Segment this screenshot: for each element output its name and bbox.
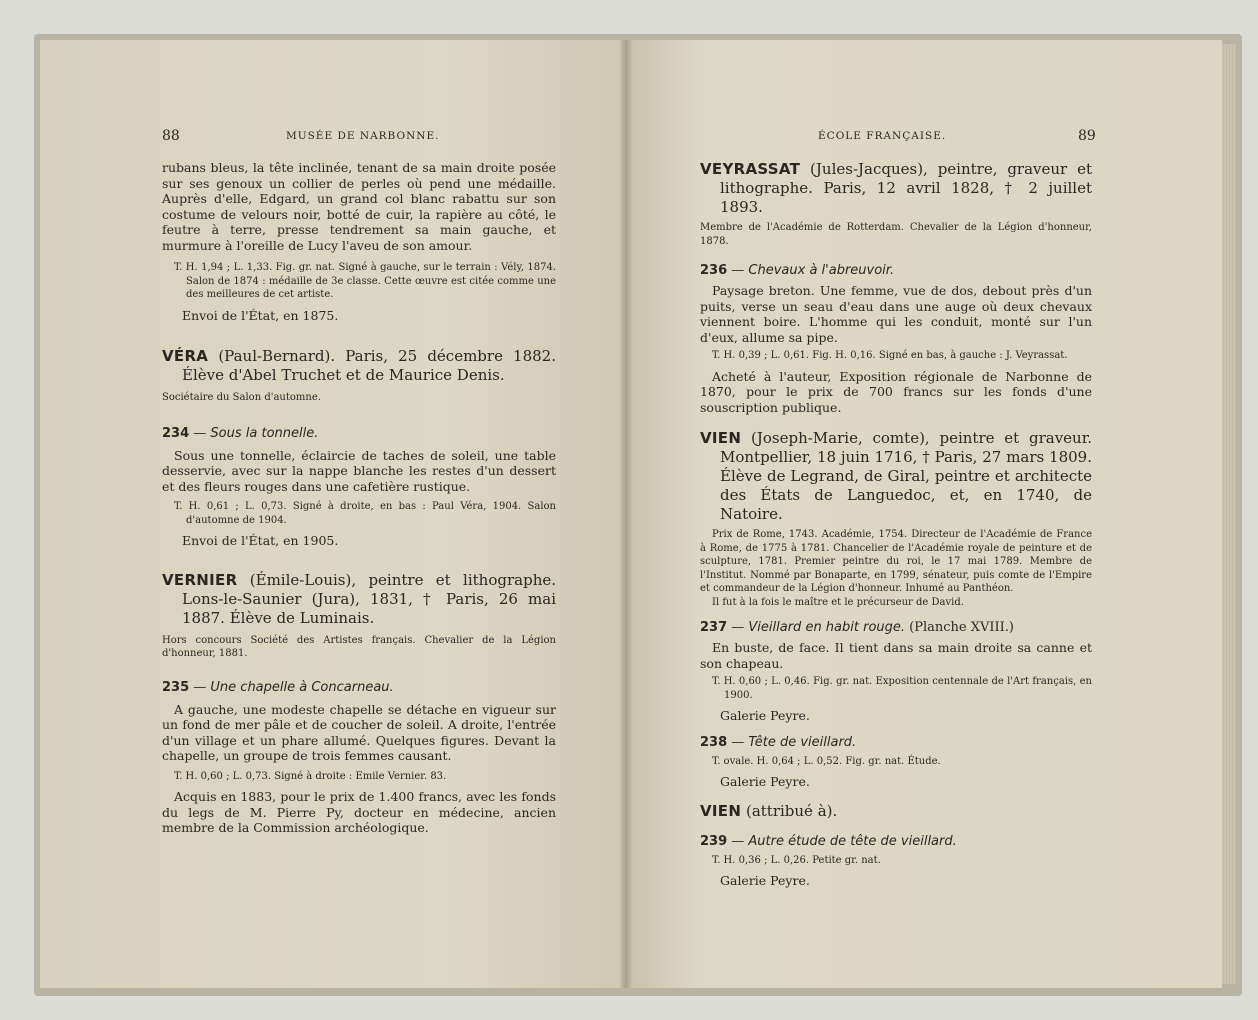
entry-note: T. H. 0,36 ; L. 0,26. Petite gr. nat. (712, 854, 881, 866)
entry-provenance: Galerie Peyre. (720, 873, 810, 888)
entry-number: 236 (700, 263, 728, 278)
page-edges (1222, 44, 1236, 984)
entry-dash: — (727, 620, 749, 635)
entry-heading-236 (700, 262, 1092, 279)
entry-number: 239 (700, 833, 728, 849)
artist-note-secondary: Il fut à la fois le maître et le précurseur de David. (712, 596, 964, 608)
entry-dash: — (727, 734, 749, 750)
artist-name: VÉRA (162, 347, 209, 365)
left-page-number: 88 (162, 128, 180, 144)
entry-provenance: Acheté à l'auteur, Exposition régionale de Narbonne de 1870, pour le prix de 700 francs sur les fonds d'une souscription publique. (700, 368, 1092, 415)
artist-note: Hors concours Société des Artistes français. Chevalier de la Légion d'honneur, 1881. (162, 634, 556, 659)
entry-title: Une chapelle à Concarneau. (210, 679, 394, 695)
artist-note: Sociétaire du Salon d'automne. (162, 392, 321, 403)
entry-description: En buste, de face. Il tient dans sa main droite sa canne et son chapeau. (700, 640, 1092, 671)
entry-dash: — (189, 679, 211, 695)
artist-heading-veyrassat (700, 160, 1092, 217)
artist-name: VERNIER (162, 570, 238, 589)
entry-number: 237 (700, 620, 728, 635)
entry-heading-237 (700, 619, 1092, 636)
entry-note: T. H. 0,60 ; L. 0,46. Fig. gr. nat. Exposition centennale de l'Art français, en 1900. (712, 676, 1092, 701)
entry-title: Tête de vieillard. (748, 734, 857, 750)
artist-note: Prix de Rome, 1743. Académie, 1754. Directeur de l'Académie de France à Rome, de 1775 à 1781. Chancelier de l'Académie royale de peinture et de sculpture, 1781. Premier peintre du roi, le 17 mai 1789. Membre de l'Institut. Nommé par Bonaparte, en 1799, sénateur, puis comte de l'Empire et commandeur de la Légion d'honneur. Inhumé au Panthéon. (700, 529, 1092, 594)
intro-note: T. H. 1,94 ; L. 1,33. Fig. gr. nat. Signé à gauche, sur le terrain : Vély, 1874. Salon de 1874 : médaille de 3e classe. Cette œuvre est citée comme une des meilleures de cet artiste. (174, 262, 556, 300)
entry-number: 234 (162, 425, 190, 441)
entry-dash: — (727, 833, 749, 849)
artist-name: VIEN (700, 429, 742, 447)
artist-heading-vera (162, 347, 556, 385)
right-running-head: ÉCOLE FRANÇAISE. (818, 130, 947, 142)
entry-provenance: Galerie Peyre. (720, 708, 810, 723)
entry-dash: — (727, 263, 749, 278)
entry-note: T. H. 0,39 ; L. 0,61. Fig. H. 0,16. Signé en bas, à gauche : J. Veyrassat. (712, 350, 1068, 361)
artist-details: (Joseph-Marie, comte), peintre et graveur. Montpellier, 18 juin 1716, † Paris, 27 mars 1809. Élève de Legrand, de Giral, peintre et architecte des États de Languedoc, et, en 1740, de Natoire. (720, 429, 1092, 523)
entry-number: 235 (162, 679, 190, 695)
intro-provenance: Envoi de l'État, en 1875. (182, 307, 339, 323)
entry-provenance: Galerie Peyre. (720, 774, 810, 789)
intro-paragraph: rubans bleus, la tête inclinée, tenant de sa main droite posée sur ses genoux un collier de perles où pend une médaille. Auprès d'elle, Edgard, un grand col blanc rabattu sur son costume de velours noir, botté de cuir, la rapière au côté, le feutre à terre, presse tendrement sa main gauche, et murmure à l'oreille de Lucy l'aveu de son amour. (162, 160, 556, 253)
entry-plate: (Planche XVIII.) (905, 620, 1014, 635)
left-running-head: MUSÉE DE NARBONNE. (286, 130, 440, 142)
artist-heading-vien-attribue (700, 802, 1092, 821)
entry-dash: — (189, 425, 211, 441)
book-gutter (620, 40, 632, 988)
right-page-body (700, 160, 1092, 889)
entry-description: A gauche, une modeste chapelle se détache en vigueur sur un fond de mer pâle et de coucher de soleil. A droite, l'entrée d'un village et un phare allumé. Quelques figures. Devant la chapelle, un groupe de trois femmes causant. (162, 701, 556, 763)
entry-description: Sous une tonnelle, éclaircie de taches de soleil, une table desservie, avec sur la nappe blanche les restes d'un dessert et des fleurs rouges dans une cafetière rustique. (162, 447, 556, 494)
entry-title: Vieillard en habit rouge. (748, 620, 906, 635)
artist-heading-vernier (162, 571, 556, 628)
entry-title: Chevaux à l'abreuvoir. (748, 263, 895, 278)
entry-heading-239 (700, 833, 1092, 850)
artist-name: VIEN (700, 801, 742, 820)
artist-name: VEYRASSAT (700, 160, 801, 178)
entry-title: Autre étude de tête de vieillard. (748, 833, 957, 849)
artist-note: Membre de l'Académie de Rotterdam. Chevalier de la Légion d'honneur, 1878. (700, 222, 1092, 247)
artist-details: (Jules-Jacques), peintre, graveur et lithographe. Paris, 12 avril 1828, † 2 juillet 1893. (720, 160, 1092, 216)
entry-provenance: Envoi de l'État, en 1905. (182, 533, 339, 548)
entry-heading-235 (162, 679, 556, 696)
artist-details: (attribué à). (741, 801, 838, 820)
entry-provenance: Acquis en 1883, pour le prix de 1.400 francs, avec les fonds du legs de M. Pierre Py, docteur en médecine, ancien membre de la Commission archéologique. (162, 789, 556, 835)
right-page-number: 89 (1078, 128, 1096, 144)
entry-heading-238 (700, 734, 1092, 751)
entry-note: T. H. 0,61 ; L. 0,73. Signé à droite, en bas : Paul Véra, 1904. Salon d'automne de 1904. (174, 501, 556, 526)
entry-title: Sous la tonnelle. (210, 425, 319, 441)
artist-heading-vien (700, 429, 1092, 524)
artist-details: (Émile-Louis), peintre et lithographe. Lons-le-Saunier (Jura), 1831, † Paris, 26 mai 1887. Élève de Luminais. (182, 570, 556, 627)
entry-description: Paysage breton. Une femme, vue de dos, debout près d'un puits, verse un seau d'eau dans une auge où deux chevaux viennent boire. L'homme qui les conduit, monté sur l'un d'eux, allume sa pipe. (700, 283, 1092, 345)
entry-note: T. H. 0,60 ; L. 0,73. Signé à droite : Emile Vernier. 83. (174, 770, 447, 782)
entry-note: T. ovale. H. 0,64 ; L. 0,52. Fig. gr. nat. Étude. (712, 755, 941, 767)
left-page-body (162, 160, 556, 836)
entry-number: 238 (700, 734, 728, 750)
artist-details: (Paul-Bernard). Paris, 25 décembre 1882. Élève d'Abel Truchet et de Maurice Denis. (182, 347, 556, 384)
entry-heading-234 (162, 425, 556, 442)
